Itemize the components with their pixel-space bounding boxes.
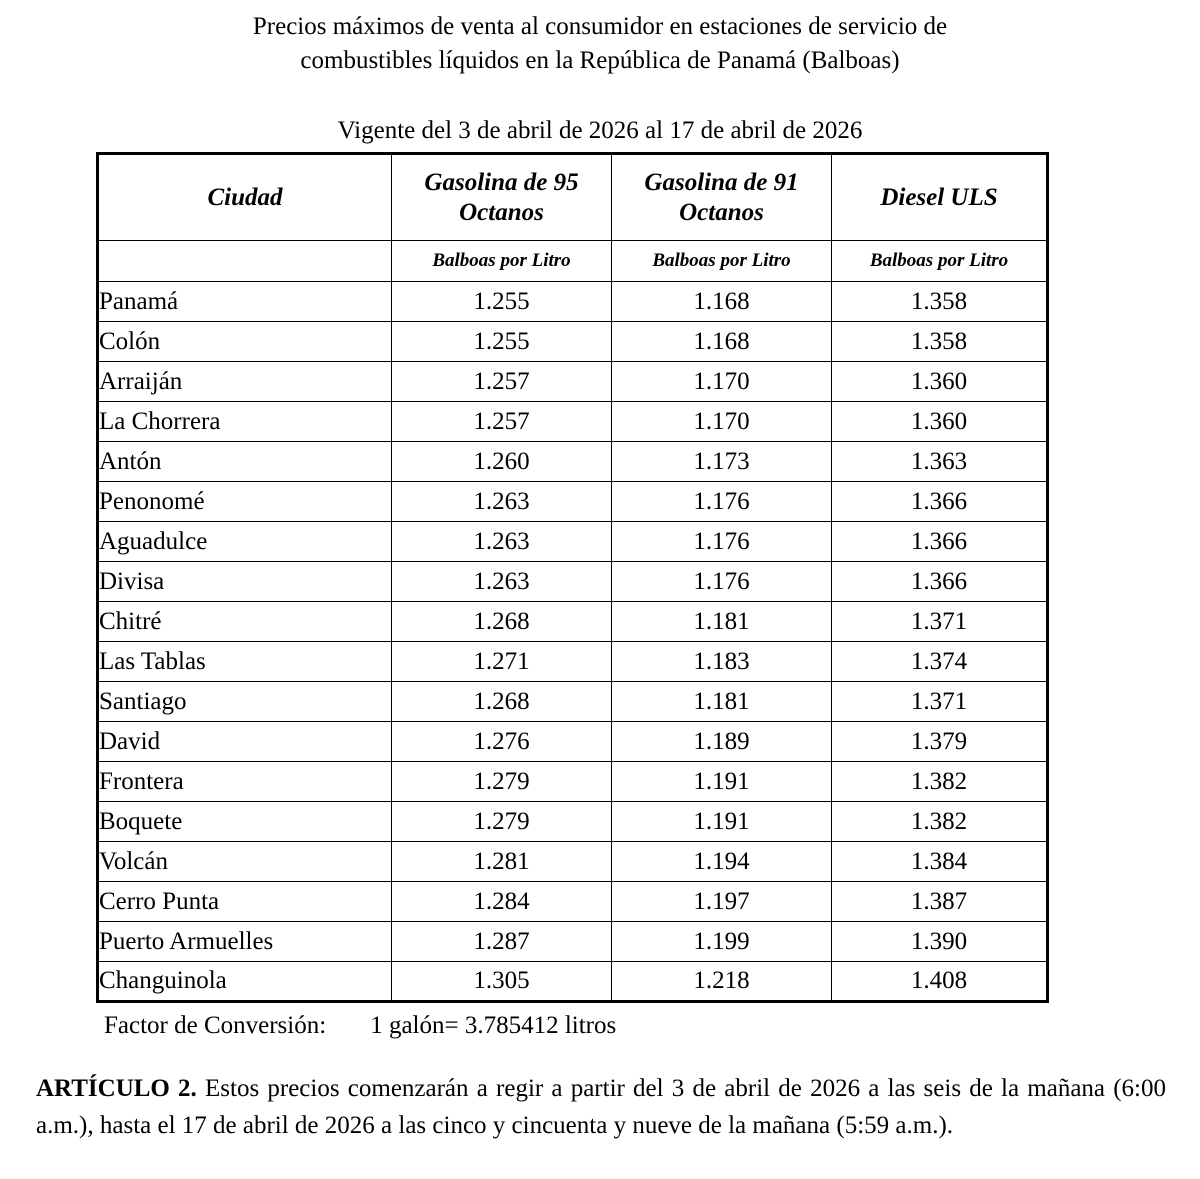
cell-city: Changuinola [98,962,392,1002]
table-row [98,922,1048,962]
cell-diesel: 1.358 [832,282,1048,322]
cell-fuel95: 1.276 [392,722,612,762]
cell-fuel91: 1.194 [612,842,832,882]
cell-fuel91: 1.173 [612,442,832,482]
cell-fuel91: 1.197 [612,882,832,922]
cell-fuel91: 1.191 [612,762,832,802]
cell-fuel95: 1.281 [392,842,612,882]
cell-fuel91: 1.170 [612,362,832,402]
cell-fuel95: 1.268 [392,682,612,722]
column-header-gasoline-95: Gasolina de 95 Octanos [392,154,612,241]
prices-table-container [0,152,1200,1003]
cell-fuel91: 1.181 [612,602,832,642]
cell-fuel91: 1.199 [612,922,832,962]
table-header-row-units [98,241,1048,282]
cell-fuel91: 1.189 [612,722,832,762]
table-row [98,642,1048,682]
cell-fuel91: 1.218 [612,962,832,1002]
cell-diesel: 1.366 [832,522,1048,562]
cell-diesel: 1.360 [832,362,1048,402]
cell-diesel: 1.371 [832,682,1048,722]
fuel-prices-table [96,152,1049,1003]
cell-diesel: 1.374 [832,642,1048,682]
page-title [0,0,1200,78]
cell-fuel91: 1.176 [612,482,832,522]
cell-diesel: 1.390 [832,922,1048,962]
cell-diesel: 1.384 [832,842,1048,882]
cell-city: Panamá [98,282,392,322]
table-row [98,402,1048,442]
validity-period: Vigente del 3 de abril de 2026 al 17 de abril de 2026 [337,117,863,144]
table-row [98,282,1048,322]
page-title-line-2: combustibles líquidos en la República de Panamá (Balboas) [300,47,900,74]
unit-header-gasoline-95: Balboas por Litro [392,241,612,282]
column-header-city: Ciudad [98,154,392,241]
cell-fuel95: 1.255 [392,282,612,322]
table-row [98,522,1048,562]
table-header [98,154,1048,282]
cell-city: Chitré [98,602,392,642]
cell-diesel: 1.371 [832,602,1048,642]
column-header-gasoline-91: Gasolina de 91 Octanos [612,154,832,241]
page-title-line-1: Precios máximos de venta al consumidor en estaciones de servicio de [252,13,948,40]
cell-diesel: 1.366 [832,562,1048,602]
cell-diesel: 1.379 [832,722,1048,762]
table-body [98,282,1048,1002]
cell-city: Santiago [98,682,392,722]
cell-city: Penonomé [98,482,392,522]
cell-diesel: 1.408 [832,962,1048,1002]
article-2-paragraph [0,1042,1200,1144]
table-row [98,362,1048,402]
unit-header-gasoline-91: Balboas por Litro [612,241,832,282]
cell-fuel95: 1.279 [392,802,612,842]
cell-diesel: 1.382 [832,802,1048,842]
cell-fuel95: 1.257 [392,362,612,402]
conversion-factor [0,1003,1200,1042]
table-row [98,682,1048,722]
cell-fuel91: 1.176 [612,562,832,602]
cell-fuel91: 1.168 [612,322,832,362]
cell-fuel95: 1.271 [392,642,612,682]
article-2-body: Estos precios comenzarán a regir a partir del 3 de abril de 2026 a las seis de la mañana (6:00 a.m.), hasta el 17 de abril de 2026 a las cinco y cincuenta y nueve de la mañana (5:59 a.m.). [36,1075,1166,1139]
cell-fuel95: 1.257 [392,402,612,442]
conversion-factor-label: Factor de Conversión: [104,1012,327,1039]
column-header-diesel-uls: Diesel ULS [832,154,1048,241]
cell-fuel95: 1.279 [392,762,612,802]
cell-diesel: 1.382 [832,762,1048,802]
cell-city: Las Tablas [98,642,392,682]
unit-header-city-empty [98,241,392,282]
table-row [98,962,1048,1002]
unit-header-diesel-uls: Balboas por Litro [832,241,1048,282]
cell-fuel95: 1.260 [392,442,612,482]
cell-city: Aguadulce [98,522,392,562]
cell-fuel95: 1.287 [392,922,612,962]
cell-diesel: 1.387 [832,882,1048,922]
cell-city: Divisa [98,562,392,602]
cell-city: Antón [98,442,392,482]
table-row [98,842,1048,882]
cell-fuel95: 1.263 [392,562,612,602]
cell-city: Colón [98,322,392,362]
cell-city: La Chorrera [98,402,392,442]
cell-city: Cerro Punta [98,882,392,922]
cell-city: Puerto Armuelles [98,922,392,962]
cell-city: David [98,722,392,762]
cell-fuel95: 1.263 [392,522,612,562]
cell-fuel95: 1.268 [392,602,612,642]
conversion-factor-value: 1 galón= 3.785412 litros [370,1012,617,1039]
cell-fuel95: 1.263 [392,482,612,522]
cell-fuel91: 1.191 [612,802,832,842]
table-row [98,482,1048,522]
cell-fuel91: 1.183 [612,642,832,682]
table-row [98,762,1048,802]
cell-city: Arraiján [98,362,392,402]
table-row [98,602,1048,642]
table-row [98,722,1048,762]
table-row [98,882,1048,922]
cell-city: Frontera [98,762,392,802]
cell-fuel91: 1.170 [612,402,832,442]
cell-city: Boquete [98,802,392,842]
cell-fuel91: 1.168 [612,282,832,322]
table-row [98,322,1048,362]
table-row [98,562,1048,602]
table-row [98,802,1048,842]
cell-city: Volcán [98,842,392,882]
cell-fuel91: 1.181 [612,682,832,722]
article-2-heading: ARTÍCULO 2. [36,1075,197,1102]
cell-fuel95: 1.284 [392,882,612,922]
cell-fuel95: 1.305 [392,962,612,1002]
cell-fuel91: 1.176 [612,522,832,562]
cell-diesel: 1.360 [832,402,1048,442]
cell-diesel: 1.363 [832,442,1048,482]
cell-diesel: 1.358 [832,322,1048,362]
table-row [98,442,1048,482]
cell-fuel95: 1.255 [392,322,612,362]
cell-diesel: 1.366 [832,482,1048,522]
table-header-row-main [98,154,1048,241]
